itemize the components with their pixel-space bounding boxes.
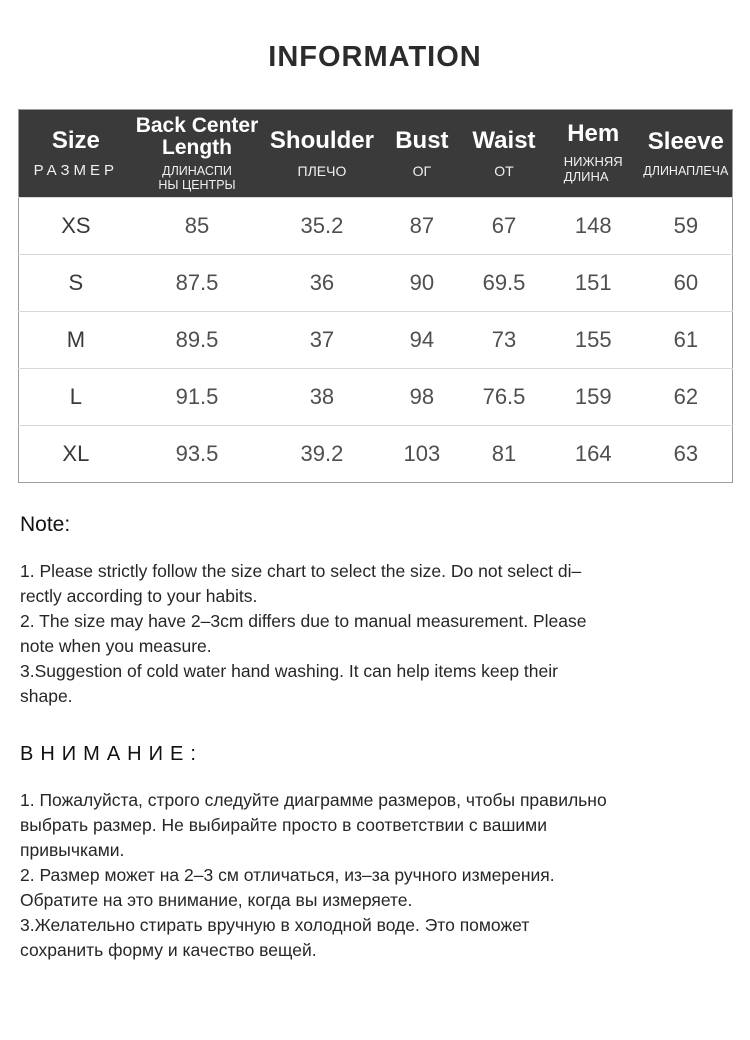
value-cell: 63 — [640, 426, 733, 483]
note-line: note when you measure. — [20, 636, 212, 656]
row-xs — [19, 198, 733, 255]
header-row — [19, 110, 733, 198]
col-label-shoulder-en: Shoulder — [269, 127, 374, 154]
col-label-bcl-ru-line2: НЫ ЦЕНТРЫ — [158, 178, 236, 192]
col-label-bcl-ru-line1: ДЛИНАСПИ — [162, 164, 232, 178]
attention-line: выбрать размер. Не выбирайте просто в соответствии с вашими — [20, 815, 547, 835]
row-l — [19, 369, 733, 426]
col-label-sleeve-ru: ДЛИНАПЛЕЧА — [643, 164, 729, 178]
note-heading: Note: — [20, 513, 71, 536]
value-cell: 164 — [547, 426, 640, 483]
attention-line: 2. Размер может на 2–3 см отличаться, из–за ручного измерения. — [20, 865, 555, 885]
value-cell: 87.5 — [133, 255, 262, 312]
col-label-waist-ru: ОТ — [494, 163, 514, 179]
note-line: shape. — [20, 686, 73, 706]
value-cell: 38 — [261, 369, 382, 426]
attention-line: 3.Желательно стирать вручную в холодной воде. Это поможет — [20, 915, 530, 935]
col-header-sleeve — [640, 110, 733, 198]
col-header-bust — [383, 110, 462, 198]
value-cell: 87 — [383, 198, 462, 255]
value-cell: 81 — [461, 426, 547, 483]
value-cell: 73 — [461, 312, 547, 369]
value-cell: 90 — [383, 255, 462, 312]
value-cell: 67 — [461, 198, 547, 255]
size-chart-header — [19, 110, 733, 198]
col-label-size-ru: РАЗМЕР — [33, 162, 119, 179]
col-label-size-en: Size — [51, 127, 100, 154]
attention-text — [20, 788, 730, 963]
col-label-hem-ru-line2: ДЛИНА — [563, 169, 609, 184]
size-cell: XL — [19, 426, 133, 483]
size-cell: L — [19, 369, 133, 426]
note-line: 1. Please strictly follow the size chart to select the size. Do not select di– — [20, 561, 582, 581]
page-title: INFORMATION — [268, 41, 482, 73]
note-section — [20, 513, 730, 709]
value-cell: 69.5 — [461, 255, 547, 312]
row-s — [19, 255, 733, 312]
value-cell: 39.2 — [261, 426, 382, 483]
value-cell: 155 — [547, 312, 640, 369]
col-label-bust-en: Bust — [395, 127, 449, 154]
col-label-hem-ru-line1: НИЖНЯЯ — [563, 154, 623, 169]
value-cell: 62 — [640, 369, 733, 426]
col-header-size — [19, 110, 133, 198]
attention-line: сохранить форму и качество вещей. — [20, 940, 317, 960]
attention-line: привычками. — [20, 840, 125, 860]
value-cell: 148 — [547, 198, 640, 255]
row-xl — [19, 426, 733, 483]
attention-line: Обратите на это внимание, когда вы измеряете. — [20, 890, 413, 910]
value-cell: 151 — [547, 255, 640, 312]
value-cell: 94 — [383, 312, 462, 369]
value-cell: 98 — [383, 369, 462, 426]
attention-section — [20, 742, 730, 963]
size-chart-table — [18, 109, 733, 483]
attention-heading: ВНИМАНИЕ: — [20, 743, 203, 765]
value-cell: 36 — [261, 255, 382, 312]
col-label-shoulder-ru: ПЛЕЧО — [297, 163, 347, 179]
value-cell: 59 — [640, 198, 733, 255]
size-cell: S — [19, 255, 133, 312]
col-label-hem-ru — [564, 154, 623, 184]
value-cell: 85 — [133, 198, 262, 255]
col-header-hem — [547, 110, 640, 198]
value-cell: 93.5 — [133, 426, 262, 483]
col-label-hem-en: Hem — [567, 120, 620, 147]
value-cell: 35.2 — [261, 198, 382, 255]
attention-line: 1. Пожалуйста, строго следуйте диаграмме размеров, чтобы правильно — [20, 790, 607, 810]
value-cell: 76.5 — [461, 369, 547, 426]
col-header-shoulder — [261, 110, 382, 198]
note-line: rectly according to your habits. — [20, 586, 258, 606]
col-label-bcl-en-line2: Length — [162, 136, 232, 159]
value-cell: 60 — [640, 255, 733, 312]
size-chart-body — [19, 198, 733, 483]
value-cell: 159 — [547, 369, 640, 426]
col-label-bust-ru: ОГ — [412, 163, 432, 179]
note-line: 2. The size may have 2–3cm differs due to manual measurement. Please — [20, 611, 587, 631]
value-cell: 37 — [261, 312, 382, 369]
col-label-sleeve-en: Sleeve — [647, 128, 724, 155]
value-cell: 89.5 — [133, 312, 262, 369]
value-cell: 103 — [383, 426, 462, 483]
col-header-back-center-length — [133, 110, 262, 198]
value-cell: 91.5 — [133, 369, 262, 426]
row-m — [19, 312, 733, 369]
note-text — [20, 559, 730, 709]
col-label-waist-en: Waist — [472, 127, 536, 154]
value-cell: 61 — [640, 312, 733, 369]
note-line: 3.Suggestion of cold water hand washing. It can help items keep their — [20, 661, 558, 681]
size-cell: M — [19, 312, 133, 369]
col-header-waist — [461, 110, 547, 198]
size-cell: XS — [19, 198, 133, 255]
col-label-bcl-en-line1: Back Center — [135, 114, 259, 137]
